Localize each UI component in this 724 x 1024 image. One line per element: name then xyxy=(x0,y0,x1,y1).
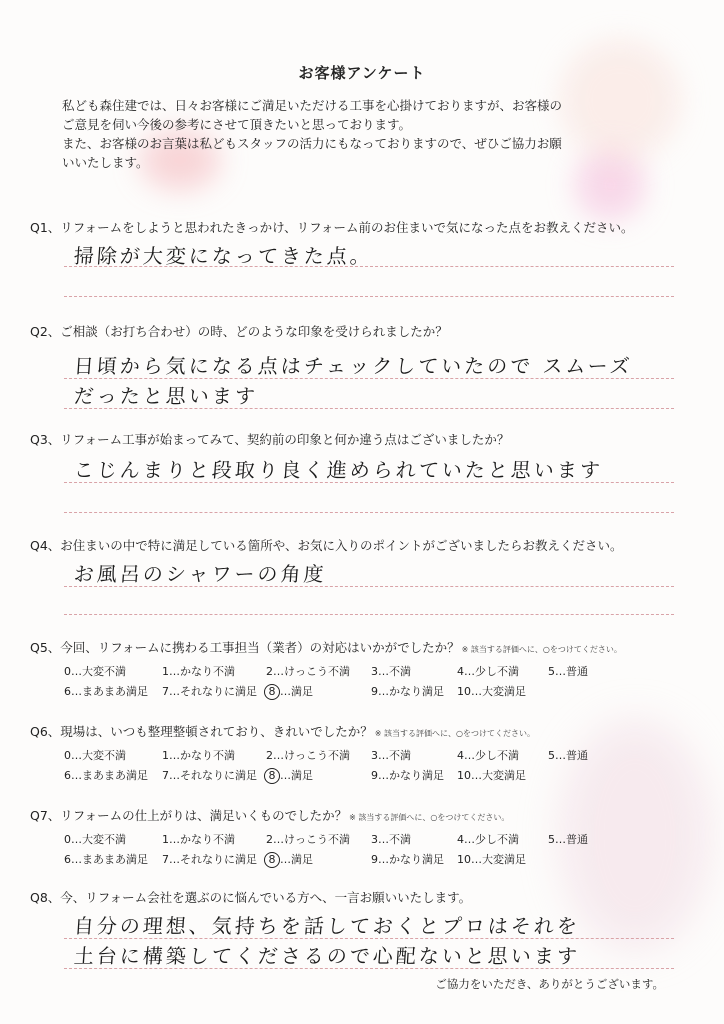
rating-number: 2 xyxy=(266,665,273,678)
rating-label: …大変満足 xyxy=(471,853,526,866)
rating-label: …満足 xyxy=(280,769,313,782)
rating-label: …満足 xyxy=(280,853,313,866)
rating-number: 1 xyxy=(162,833,169,846)
rating-number: 6 xyxy=(64,769,71,782)
rating-number: 4 xyxy=(457,749,464,762)
rating-option-7[interactable] xyxy=(162,851,257,867)
rating-option-8[interactable] xyxy=(266,683,313,700)
rating-option-2[interactable] xyxy=(266,663,350,679)
rating-option-5[interactable] xyxy=(548,663,588,679)
rating-option-1[interactable] xyxy=(162,747,235,763)
rating-hint: ※ 該当する評価へに、○をつけてください。 xyxy=(349,813,510,822)
rating-label: …少し不満 xyxy=(464,665,519,678)
rating-option-10[interactable] xyxy=(457,683,526,699)
rating-label: …大変満足 xyxy=(471,769,526,782)
rating-option-7[interactable] xyxy=(162,767,257,783)
question-1: Q1、リフォームをしようと思われたきっかけ、リフォーム前のお住まいで気になった点をお教えください。 xyxy=(30,220,634,235)
rating-number: 5 xyxy=(548,833,555,846)
rating-option-0[interactable] xyxy=(64,663,126,679)
rating-option-6[interactable] xyxy=(64,767,148,783)
rating-option-4[interactable] xyxy=(457,831,519,847)
rating-label: …大変満足 xyxy=(471,685,526,698)
rating-option-9[interactable] xyxy=(371,683,444,699)
rating-label: …かなり不満 xyxy=(169,665,235,678)
rating-hint: ※ 該当する評価へに、○をつけてください。 xyxy=(374,729,536,738)
rating-number: 9 xyxy=(371,853,378,866)
rating-number: 4 xyxy=(457,665,464,678)
rating-option-2[interactable] xyxy=(266,747,350,763)
rating-option-10[interactable] xyxy=(457,767,526,783)
rating-number: 10 xyxy=(457,769,471,782)
question-8: Q8、今、リフォーム会社を選ぶのに悩んでいる方へ、一言お願いいたします。 xyxy=(30,890,472,905)
rating-number: 8 xyxy=(264,768,280,784)
rating-number: 10 xyxy=(457,853,471,866)
rating-number: 7 xyxy=(162,853,169,866)
rating-option-8[interactable] xyxy=(266,767,313,784)
rating-label: …かなり満足 xyxy=(378,769,444,782)
rating-option-1[interactable] xyxy=(162,831,235,847)
rating-number: 1 xyxy=(162,749,169,762)
thanks-message: ご協力をいただき、ありがとうございます。 xyxy=(435,977,664,991)
answer-line xyxy=(64,296,674,297)
rating-number: 0 xyxy=(64,665,71,678)
intro-text: 私ども森住建では、日々お客様にご満足いただける工事を心掛けておりますが、お客様の ご意見を伺い今後の参考にさせて頂きたいと思っております。 また、お客様のお言葉は私どもスタッフの活力にもなっておりますので、ぜひご協力お願 いいたします。 xyxy=(62,98,563,170)
rating-number: 10 xyxy=(457,685,471,698)
rating-option-5[interactable] xyxy=(548,831,588,847)
rating-label: …まあまあ満足 xyxy=(71,853,148,866)
rating-label: …不満 xyxy=(378,833,411,846)
answer-8-line-1[interactable]: 自分の理想、気持ちを話しておくとプロはそれを xyxy=(73,914,581,938)
rating-number: 3 xyxy=(371,749,378,762)
rating-label: …大変不満 xyxy=(71,749,126,762)
rating-label: …けっこう不満 xyxy=(273,749,350,762)
rating-number: 7 xyxy=(162,769,169,782)
rating-label: …普通 xyxy=(555,833,588,846)
rating-number: 2 xyxy=(266,833,273,846)
rating-label: …それなりに満足 xyxy=(169,853,257,866)
answer-8-line-2[interactable]: 土台に構築してくださるので心配ないと思います xyxy=(73,944,581,968)
rating-option-6[interactable] xyxy=(64,851,148,867)
question-3: Q3、リフォーム工事が始まってみて、契約前の印象と何か違う点はございましたか？ xyxy=(30,432,510,447)
rating-option-2[interactable] xyxy=(266,831,350,847)
rating-option-0[interactable] xyxy=(64,831,126,847)
rating-option-1[interactable] xyxy=(162,663,235,679)
rating-option-5[interactable] xyxy=(548,747,588,763)
rating-label: …不満 xyxy=(378,665,411,678)
rating-number: 9 xyxy=(371,769,378,782)
rating-label: …けっこう不満 xyxy=(273,665,350,678)
rating-number: 1 xyxy=(162,665,169,678)
page-title: お客様アンケート xyxy=(298,64,426,82)
rating-number: 3 xyxy=(371,833,378,846)
answer-line xyxy=(64,512,674,513)
rating-hint: ※ 該当する評価へに、○をつけてください。 xyxy=(461,645,622,654)
answer-line xyxy=(64,614,674,615)
rating-option-8[interactable] xyxy=(266,851,313,868)
rating-label: …まあまあ満足 xyxy=(71,685,148,698)
question-7: Q7、リフォームの仕上がりは、満足いくものでしたか？ ※ 該当する評価へに、○をつけてください。 xyxy=(30,808,510,823)
rating-number: 0 xyxy=(64,749,71,762)
rating-label: …それなりに満足 xyxy=(169,685,257,698)
rating-number: 5 xyxy=(548,749,555,762)
rating-option-4[interactable] xyxy=(457,747,519,763)
rating-option-7[interactable] xyxy=(162,683,257,699)
rating-number: 8 xyxy=(264,852,280,868)
rating-number: 6 xyxy=(64,685,71,698)
rating-label: …かなり不満 xyxy=(169,833,235,846)
rating-number: 2 xyxy=(266,749,273,762)
rating-option-6[interactable] xyxy=(64,683,148,699)
rating-label: …かなり不満 xyxy=(169,749,235,762)
rating-label: …普通 xyxy=(555,665,588,678)
rating-option-4[interactable] xyxy=(457,663,519,679)
rating-label: …かなり満足 xyxy=(378,685,444,698)
rating-label: …普通 xyxy=(555,749,588,762)
rating-option-0[interactable] xyxy=(64,747,126,763)
question-2: Q2、ご相談（お打ち合わせ）の時、どのような印象を受けられましたか？ xyxy=(30,324,448,339)
rating-number: 6 xyxy=(64,853,71,866)
question-6: Q6、現場は、いつも整理整頓されており、きれいでしたか？ ※ 該当する評価へに、○をつけてください。 xyxy=(30,724,536,739)
answer-1-line-1[interactable]: 掃除が大変になってきた点。 xyxy=(73,244,374,268)
rating-option-3[interactable] xyxy=(371,747,411,763)
rating-number: 9 xyxy=(371,685,378,698)
rating-option-9[interactable] xyxy=(371,851,444,867)
rating-label: …まあまあ満足 xyxy=(71,769,148,782)
answer-3-line-1[interactable]: こじんまりと段取り良く進められていたと思います xyxy=(73,458,604,482)
rating-option-3[interactable] xyxy=(371,831,411,847)
rating-option-3[interactable] xyxy=(371,663,411,679)
answer-4-line-1[interactable]: お風呂のシャワーの角度 xyxy=(73,562,328,586)
rating-option-9[interactable] xyxy=(371,767,444,783)
rating-number: 7 xyxy=(162,685,169,698)
rating-number: 0 xyxy=(64,833,71,846)
rating-number: 3 xyxy=(371,665,378,678)
rating-label: …けっこう不満 xyxy=(273,833,350,846)
rating-number: 5 xyxy=(548,665,555,678)
rating-label: …それなりに満足 xyxy=(169,769,257,782)
rating-label: …大変不満 xyxy=(71,833,126,846)
answer-2-line-1[interactable]: 日頃から気になる点はチェックしていたので スムーズ xyxy=(73,354,634,378)
answer-2-line-2[interactable]: だったと思います xyxy=(73,384,259,408)
rating-label: …満足 xyxy=(280,685,313,698)
rating-option-10[interactable] xyxy=(457,851,526,867)
rating-number: 4 xyxy=(457,833,464,846)
rating-number: 8 xyxy=(264,684,280,700)
rating-label: …大変不満 xyxy=(71,665,126,678)
question-5: Q5、今回、リフォームに携わる工事担当（業者）の対応はいかがでしたか？ ※ 該当する評価へに、○をつけてください。 xyxy=(30,640,622,655)
question-4: Q4、お住まいの中で特に満足している箇所や、お気に入りのポイントがございましたらお教えください。 xyxy=(30,538,623,553)
rating-label: …かなり満足 xyxy=(378,853,444,866)
rating-label: …少し不満 xyxy=(464,833,519,846)
rating-label: …不満 xyxy=(378,749,411,762)
rating-label: …少し不満 xyxy=(464,749,519,762)
